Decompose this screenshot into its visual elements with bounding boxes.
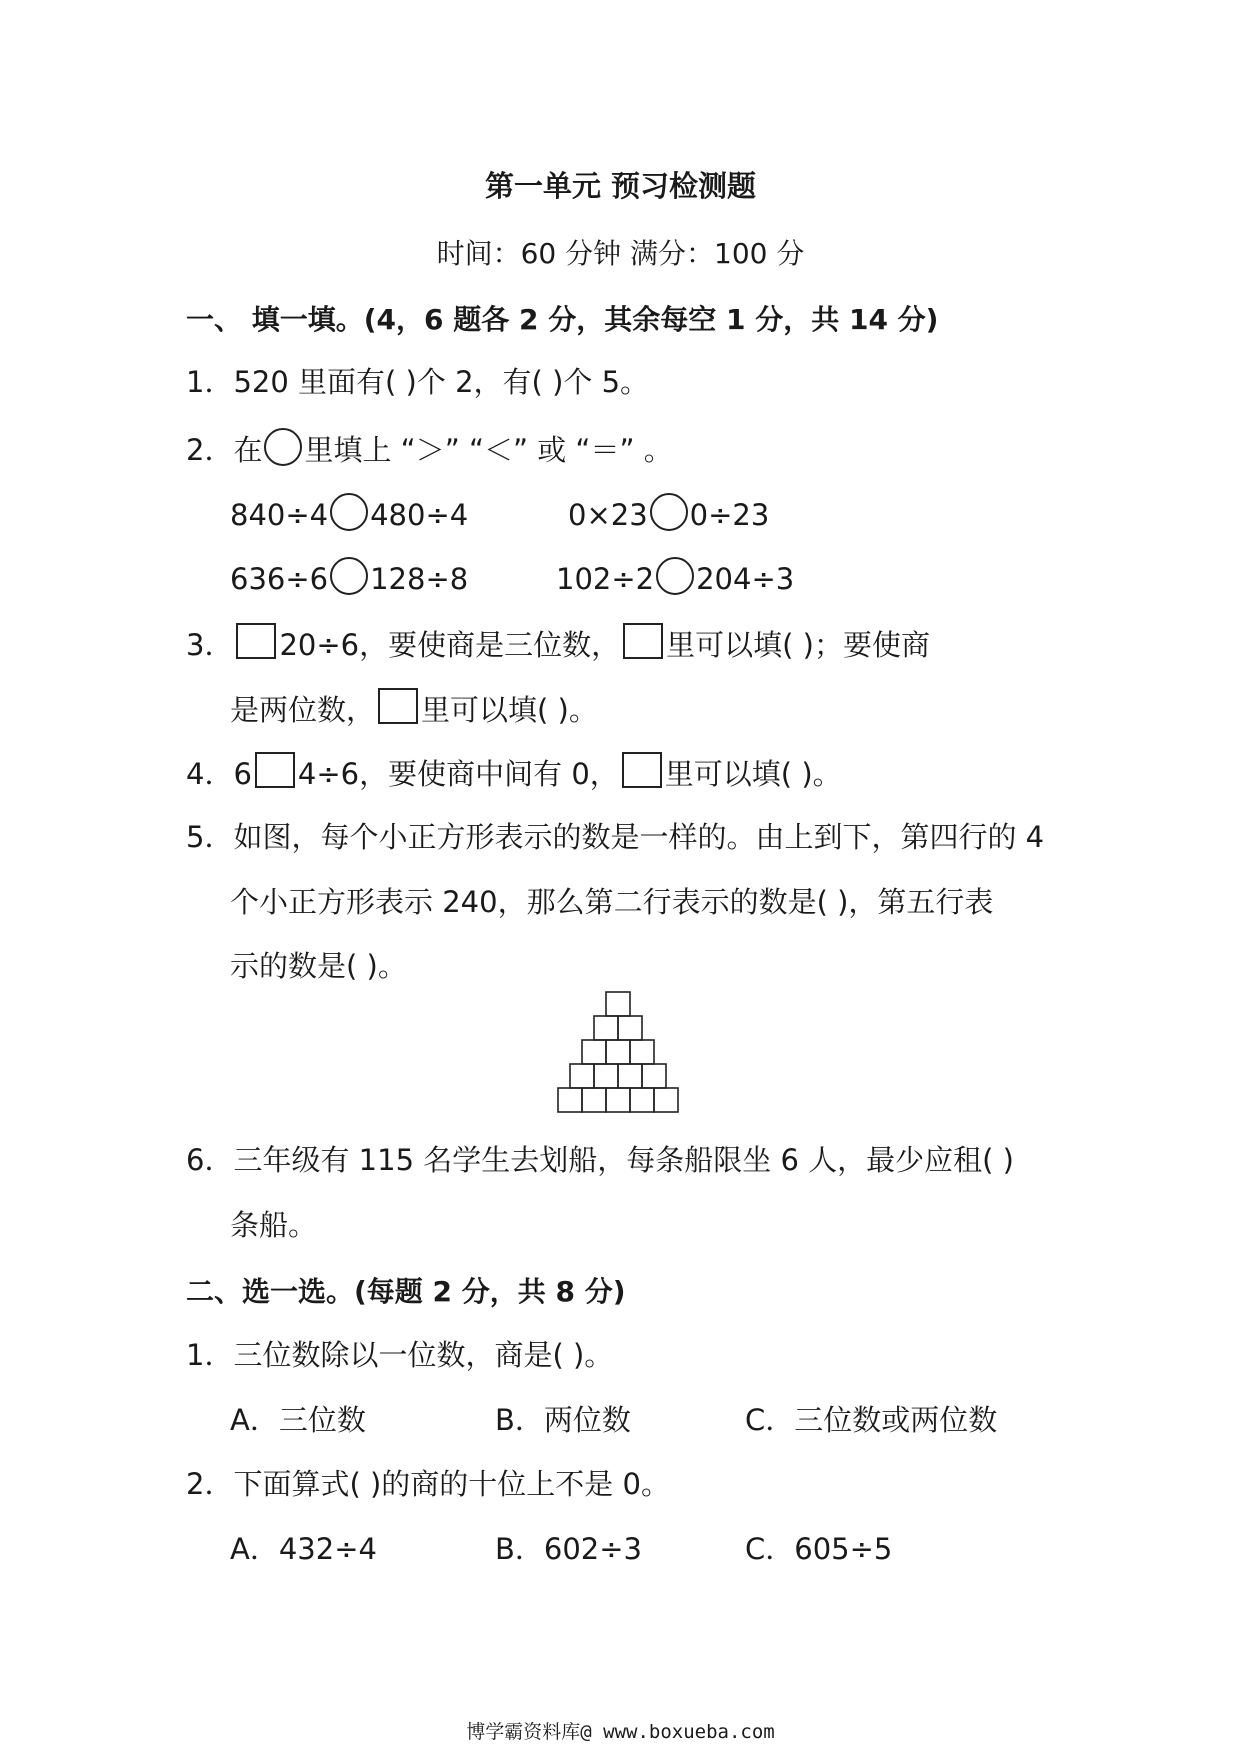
digit-box[interactable] bbox=[236, 623, 276, 659]
option-c[interactable]: C．三位数或两位数 bbox=[745, 1403, 998, 1437]
q4-text: 4÷6，要使商中间有 0， bbox=[297, 757, 619, 791]
expr-right: 204÷3 bbox=[696, 562, 795, 596]
option-a[interactable]: A．432÷4 bbox=[230, 1532, 377, 1566]
option-a[interactable]: A．三位数 bbox=[230, 1403, 366, 1437]
q3-prefix: 3． bbox=[186, 628, 234, 662]
q3-text-4: 里可以填( )。 bbox=[421, 693, 598, 727]
expr-right: 128÷8 bbox=[370, 562, 469, 596]
pyramid-square bbox=[642, 1064, 666, 1088]
option-b[interactable]: B．602÷3 bbox=[495, 1532, 642, 1566]
expr-left: 102÷2 bbox=[556, 562, 655, 596]
pyramid-square bbox=[606, 992, 630, 1016]
q4-prefix: 4．6 bbox=[186, 757, 252, 791]
expr-right: 0÷23 bbox=[689, 498, 770, 532]
q2-instruction: 里填上 “＞” “＜” 或 “＝” 。 bbox=[304, 433, 673, 467]
question-1-5-line-3: 示的数是( )。 bbox=[230, 949, 407, 983]
question-1-4 bbox=[186, 752, 842, 794]
footer-watermark: 博学霸资料库@ www.boxueba.com bbox=[466, 1721, 775, 1743]
question-1-3 bbox=[186, 623, 930, 665]
pyramid-square bbox=[618, 1016, 642, 1040]
question-1-3-cont bbox=[230, 688, 598, 730]
compare-row-2-right bbox=[556, 557, 794, 599]
expr-left: 636÷6 bbox=[230, 562, 329, 596]
digit-box[interactable] bbox=[255, 752, 295, 788]
pyramid-square bbox=[570, 1064, 594, 1088]
compare-row-1-left bbox=[230, 493, 468, 535]
pyramid-square bbox=[606, 1040, 630, 1064]
q2-prefix: 2．在 bbox=[186, 433, 263, 467]
question-1-5-line-2: 个小正方形表示 240，那么第二行表示的数是( )，第五行表 bbox=[230, 885, 994, 919]
digit-box[interactable] bbox=[623, 623, 663, 659]
option-b[interactable]: B．两位数 bbox=[495, 1403, 631, 1437]
expr-left: 840÷4 bbox=[230, 498, 329, 532]
pyramid-square bbox=[594, 1016, 618, 1040]
option-c[interactable]: C．605÷5 bbox=[745, 1532, 893, 1566]
compare-circle[interactable] bbox=[650, 493, 688, 531]
pyramid-square bbox=[558, 1088, 582, 1112]
pyramid-square bbox=[630, 1040, 654, 1064]
pyramid-square bbox=[582, 1088, 606, 1112]
compare-circle[interactable] bbox=[330, 557, 368, 595]
pyramid-square bbox=[594, 1064, 618, 1088]
pyramid-square bbox=[606, 1088, 630, 1112]
expr-left: 0×23 bbox=[568, 498, 648, 532]
page-title: 第一单元 预习检测题 bbox=[484, 169, 757, 203]
question-1-2 bbox=[186, 428, 673, 470]
pyramid-square bbox=[654, 1088, 678, 1112]
compare-row-1-right bbox=[568, 493, 769, 535]
question-2-2: 2．下面算式( )的商的十位上不是 0。 bbox=[186, 1467, 670, 1501]
question-1-6-line-1: 6．三年级有 115 名学生去划船，每条船限坐 6 人，最少应租( ) bbox=[186, 1143, 1014, 1177]
compare-row-2-left bbox=[230, 557, 468, 599]
section-2-heading: 二、选一选。(每题 2 分，共 8 分) bbox=[186, 1275, 626, 1308]
q3-text-2: 里可以填( )；要使商 bbox=[666, 628, 930, 662]
question-1-5-line-1: 5．如图，每个小正方形表示的数是一样的。由上到下，第四行的 4 bbox=[186, 820, 1045, 854]
pyramid-square bbox=[630, 1088, 654, 1112]
q4-text-2: 里可以填( )。 bbox=[664, 757, 842, 791]
pyramid-square bbox=[582, 1040, 606, 1064]
expr-right: 480÷4 bbox=[370, 498, 469, 532]
exam-info: 时间：60 分钟 满分：100 分 bbox=[436, 237, 805, 270]
question-1-6-line-2: 条船。 bbox=[230, 1208, 318, 1242]
section-1-heading: 一、 填一填。(4，6 题各 2 分，其余每空 1 分，共 14 分) bbox=[186, 303, 939, 336]
question-1-1: 1．520 里面有( )个 2，有( )个 5。 bbox=[186, 365, 650, 399]
compare-circle[interactable] bbox=[264, 428, 302, 466]
compare-circle[interactable] bbox=[656, 557, 694, 595]
digit-box[interactable] bbox=[622, 752, 662, 788]
question-2-1: 1．三位数除以一位数，商是( )。 bbox=[186, 1338, 614, 1372]
pyramid-square bbox=[618, 1064, 642, 1088]
digit-box[interactable] bbox=[378, 688, 418, 724]
square-pyramid-figure bbox=[555, 990, 685, 1120]
q3-text: 20÷6，要使商是三位数， bbox=[279, 628, 621, 662]
compare-circle[interactable] bbox=[330, 493, 368, 531]
q3-text-3: 是两位数， bbox=[230, 693, 376, 727]
